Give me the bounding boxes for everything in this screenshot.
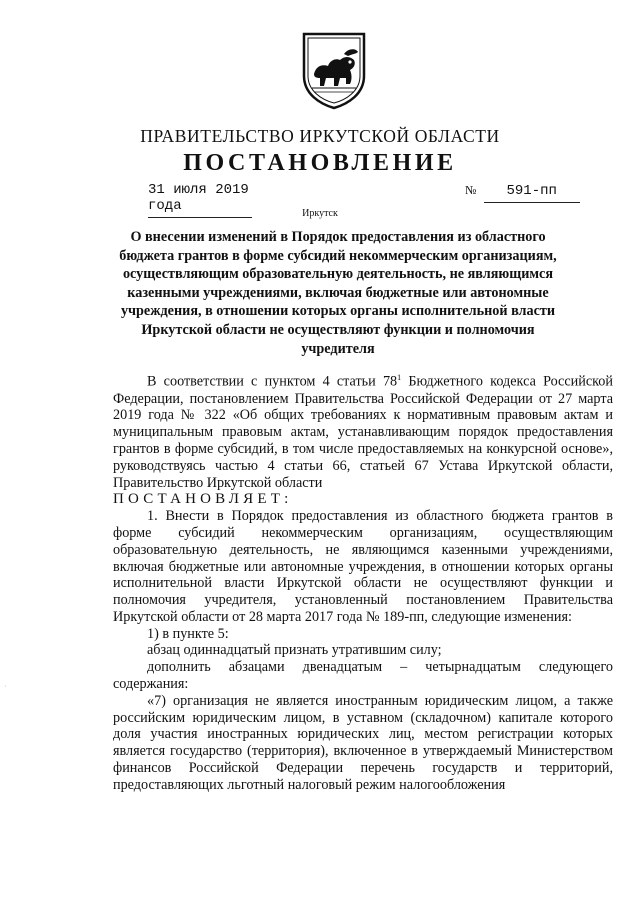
item-1-paragraph: 1. Внести в Порядок предоставления из областного бюджета грантов в форме субсидий некоммерческим организациям, осуществляющим образовательную деятельность, не являющимся казенными учреждениями, включая бюджетные или автономные учреждения, в отношении которых органы исполнительной власти Иркутской области не осуществляют функции и полномочия учредителя, установленный постановлением Правительства Иркутской области от 28 марта 2017 года № 189-пп, следующие изменения: xyxy=(113,508,613,625)
document-number-block xyxy=(465,182,580,203)
subitem-1: 1) в пункте 5: xyxy=(147,625,229,642)
margin-mark: · xyxy=(4,682,7,691)
document-date: 31 июля 2019 года xyxy=(148,182,252,218)
subitem-1-paragraph-a: абзац одиннадцатый признать утратившим силу; xyxy=(147,642,442,659)
document-type-heading: ПОСТАНОВЛЕНИЕ xyxy=(183,150,457,176)
preamble-paragraph xyxy=(113,370,613,491)
article-superscript: 1 xyxy=(397,373,402,382)
subitem-1-paragraph-b: дополнить абзацами двенадцатым – четырнадцатым следующего содержания: xyxy=(113,659,613,693)
preamble-text-end: Бюджетного кодекса Российской Федерации, постановлением Правительства Российской Федерации от 27 марта 2019 года № 322 «Об общих требованиях к нормативным правовым актам и муниципальным правовым актам, устанавливающим порядок предоставления грантов в форме субсидий, в том числе предоставляемых на конкурсной основе», руководствуясь частью 4 статьи 66, статьей 67 Устава Иркутской области, Правительство Иркутской области xyxy=(113,373,613,491)
irkutsk-coat-of-arms-icon xyxy=(300,30,368,110)
preamble-text-start: В соответствии с пунктом 4 статьи 78 xyxy=(147,373,398,390)
number-sign: № xyxy=(465,183,477,197)
city-name: Иркутск xyxy=(302,208,338,219)
quote-item-7: «7) организация не является иностранным юридическим лицом, а также российским юридическим лицом, в уставном (складочном) капитале которого доля участия иностранных юридических лиц, местом регистрации которых является государство (территория), включенное в утверждаемый Министерством финансов Российской Федерации перечень государств и территорий, предоставляющих льготный налоговый режим налогообложения xyxy=(113,692,613,793)
document-body xyxy=(113,370,613,794)
document-number: 591-пп xyxy=(484,183,580,203)
government-name: ПРАВИТЕЛЬСТВО ИРКУТСКОЙ ОБЛАСТИ xyxy=(140,126,500,146)
resolves-heading: ПОСТАНОВЛЯЕТ: xyxy=(113,491,293,508)
document-title: О внесении изменений в Порядок предоставления из областного бюджета грантов в форме субсидий некоммерческим организациям, осуществляющим образовательную деятельность, не являющимся казенными учреждениями, включая бюджетные или автономные учреждения, в отношении которых органы исполнительной власти Иркутской области не осуществляют функции и полномочия учредителя xyxy=(119,229,557,357)
